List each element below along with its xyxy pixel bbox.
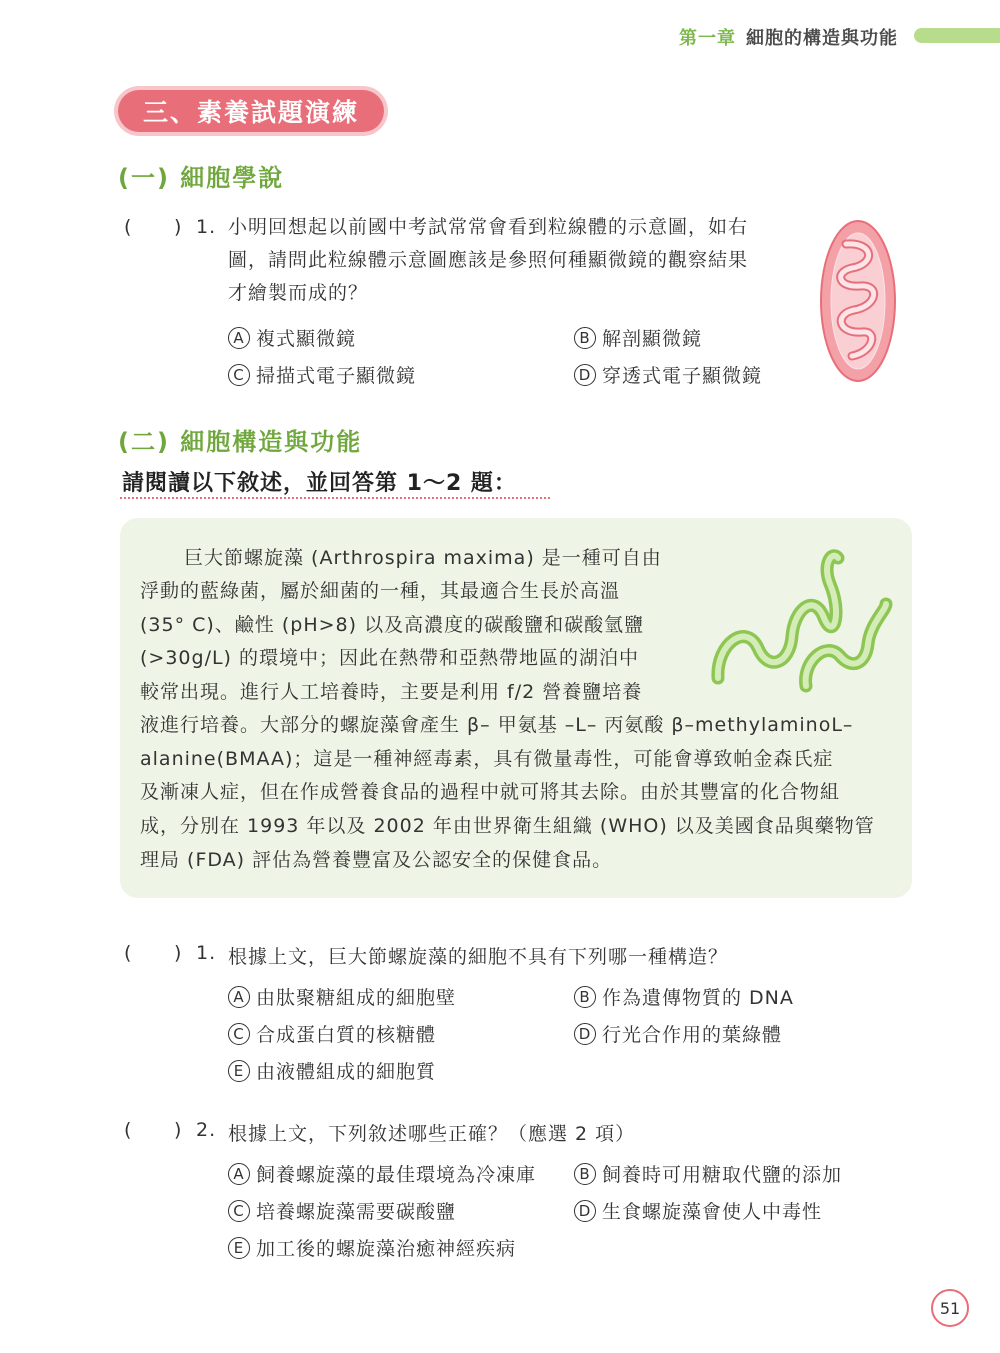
dotted-underline (120, 497, 550, 499)
section-title: 三、素養試題演練 (142, 98, 359, 127)
option-letter: E (228, 1060, 250, 1082)
passage-line: 巨大節螺旋藻 (Arthrospira maxima) 是一種可自由 (184, 547, 662, 569)
question-text: 根據上文，巨大節螺旋藻的細胞不具有下列哪一種構造？ (228, 946, 729, 968)
option-letter: B (574, 986, 596, 1008)
option-a[interactable] (228, 1160, 536, 1187)
option-c[interactable] (228, 1020, 436, 1047)
option-letter: A (228, 327, 250, 349)
option-text: 行光合作用的葉綠體 (602, 1024, 783, 1046)
option-text: 穿透式電子顯微鏡 (602, 365, 763, 387)
option-text: 飼養螺旋藻的最佳環境為冷凍庫 (256, 1164, 537, 1186)
option-text: 掃描式電子顯微鏡 (256, 365, 417, 387)
option-text: 加工後的螺旋藻治癒神經疾病 (256, 1238, 517, 1260)
header-accent-bar (914, 28, 1000, 43)
question-number: 1. (196, 216, 217, 238)
option-c[interactable] (228, 361, 416, 388)
option-letter: C (228, 364, 250, 386)
option-text: 合成蛋白質的核糖體 (256, 1024, 437, 1046)
passage-line: alanine(BMAA)；這是一種神經毒素，具有微量毒性，可能會導致帕金森氏症 (140, 748, 834, 770)
option-d[interactable] (574, 361, 762, 388)
option-d[interactable] (574, 1197, 822, 1224)
answer-paren-close: ) (174, 216, 183, 238)
option-text: 解剖顯微鏡 (602, 328, 703, 350)
section-title-badge (118, 90, 384, 132)
option-letter: A (228, 1163, 250, 1185)
option-letter: B (574, 1163, 596, 1185)
answer-paren-close: ) (174, 1119, 183, 1141)
answer-paren-open: ( (124, 216, 133, 238)
passage-line: (35° C)、鹼性 (pH>8) 以及高濃度的碳酸鹽和碳酸氫鹽 (140, 614, 645, 636)
question-number: 2. (196, 1119, 217, 1141)
part2-heading: (二) 細胞構造與功能 (118, 428, 363, 456)
option-text: 作為遺傳物質的 DNA (602, 987, 794, 1009)
option-letter: D (574, 364, 596, 386)
passage-line: 理局 (FDA) 評估為營養豐富及公認安全的保健食品。 (140, 849, 613, 871)
option-c[interactable] (228, 1197, 456, 1224)
option-letter: C (228, 1200, 250, 1222)
question-number: 1. (196, 942, 217, 964)
question-line: 才繪製而成的？ (228, 282, 369, 304)
option-letter: D (574, 1023, 596, 1045)
passage-line: 浮動的藍綠菌，屬於細菌的一種，其最適合生長於高溫 (140, 580, 621, 602)
option-text: 飼養時可用糖取代鹽的添加 (602, 1164, 843, 1186)
answer-paren-open: ( (124, 942, 133, 964)
question-text: 根據上文，下列敘述哪些正確？（應選 2 項） (228, 1123, 636, 1145)
option-a[interactable] (228, 983, 456, 1010)
option-letter: D (574, 1200, 596, 1222)
reading-instruction: 請閱讀以下敘述，並回答第 1～2 題： (122, 471, 517, 496)
option-e[interactable] (228, 1234, 516, 1261)
answer-paren-close: ) (174, 942, 183, 964)
question-line: 小明回想起以前國中考試常常會看到粒線體的示意圖，如右 (228, 216, 749, 238)
option-letter: B (574, 327, 596, 349)
option-letter: A (228, 986, 250, 1008)
part1-q1-text (228, 211, 788, 310)
option-text: 複式顯微鏡 (256, 328, 357, 350)
chapter-header (679, 24, 898, 50)
question-line: 圖，請問此粒線體示意圖應該是參照何種顯微鏡的觀察結果 (228, 249, 749, 271)
passage-line: 及漸凍人症，但在作成營養食品的過程中就可將其去除。由於其豐富的化合物組 (140, 781, 841, 803)
answer-paren-open: ( (124, 1119, 133, 1141)
option-d[interactable] (574, 1020, 782, 1047)
option-text: 生食螺旋藻會使人中毒性 (602, 1201, 823, 1223)
chapter-number: 第一章 (679, 28, 736, 49)
option-text: 培養螺旋藻需要碳酸鹽 (256, 1201, 457, 1223)
option-a[interactable] (228, 324, 356, 351)
passage-line: (>30g/L) 的環境中；因此在熱帶和亞熱帶地區的湖泊中 (140, 647, 640, 669)
passage-line: 液進行培養。大部分的螺旋藻會產生 β– 甲氨基 –L– 丙氨酸 β–methylaminoL– (140, 714, 854, 736)
option-b[interactable] (574, 324, 702, 351)
spirulina-illustration (706, 544, 896, 694)
option-e[interactable] (228, 1057, 436, 1084)
option-text: 由液體組成的細胞質 (256, 1061, 437, 1083)
page-number: 51 (931, 1289, 969, 1327)
option-letter: E (228, 1237, 250, 1259)
option-b[interactable] (574, 983, 794, 1010)
chapter-title: 細胞的構造與功能 (746, 28, 898, 49)
option-letter: C (228, 1023, 250, 1045)
mitochondrion-illustration (816, 218, 900, 384)
passage-line: 較常出現。進行人工培養時，主要是利用 f/2 營養鹽培養 (140, 681, 643, 703)
passage-line: 成，分別在 1993 年以及 2002 年由世界衛生組織 (WHO) 以及美國食品與藥物管 (140, 815, 875, 837)
option-b[interactable] (574, 1160, 842, 1187)
option-text: 由肽聚糖組成的細胞壁 (256, 987, 457, 1009)
part1-heading: (一) 細胞學說 (118, 164, 285, 192)
